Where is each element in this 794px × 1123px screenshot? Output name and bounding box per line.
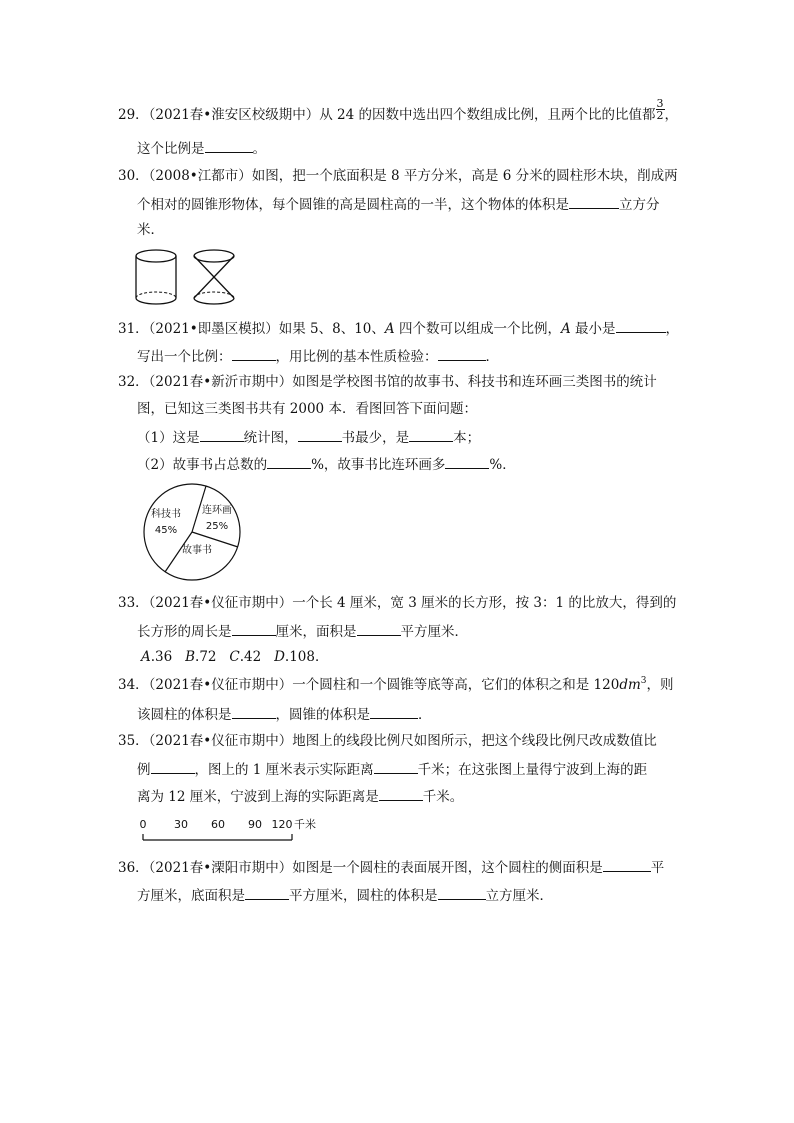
answer-blank[interactable]	[232, 346, 276, 361]
q30-line1: 30．（2008•江都市）如图，把一个底面积是 8 平方分米，高是 6 分米的圆柱形木块，削成两	[118, 168, 678, 184]
answer-blank[interactable]	[200, 427, 244, 442]
book-pie-chart	[140, 480, 244, 584]
pie-label-stories: 故事书	[182, 545, 212, 556]
q31-line1: 31．（2021•即墨区模拟）如果 5、8、10、A 四个数可以组成一个比例，A 最小是 ，	[118, 318, 679, 338]
q30-line3: 米．	[137, 222, 164, 238]
scale-tick-60: 60	[211, 818, 225, 831]
fraction-denominator: 2	[656, 109, 664, 122]
q32-line1: 32．（2021春•新沂市期中）如图是学校图书馆的故事书、科技书和连环画三类图书的统计	[118, 374, 657, 390]
answer-blank[interactable]	[245, 885, 289, 900]
q29-text: 29．（2021春•淮安区校级期中）从 24 的因数中选出四个数组成比例，且两个比的比值都	[118, 107, 656, 123]
pie-value-science: 45%	[154, 525, 178, 536]
answer-blank[interactable]	[409, 427, 453, 442]
option-d[interactable]: D.108．	[274, 649, 329, 665]
q29-line1: 29．（2021春•淮安区校级期中）从 24 的因数中选出四个数组成比例，且两个比的比值都 $\frac{3}{2}$ ，	[118, 97, 679, 123]
q33-options	[141, 648, 328, 666]
q29-line2: 这个比例是 。	[137, 138, 266, 158]
answer-blank[interactable]	[267, 454, 311, 469]
pie-value-comics: 25%	[205, 521, 229, 532]
pie-label-comics: 连环画	[202, 505, 232, 516]
q32-line2: 图，已知这三类图书共有 2000 本．看图回答下面问题：	[137, 401, 477, 417]
q32-line3: （1）这是 统计图， 书最少，是 本；	[137, 427, 480, 447]
answer-blank[interactable]	[151, 759, 195, 774]
answer-blank[interactable]	[374, 759, 418, 774]
pie-label-science: 科技书	[151, 509, 181, 520]
answer-blank[interactable]	[438, 885, 486, 900]
answer-blank[interactable]	[603, 857, 651, 872]
fraction-three-halves	[656, 98, 665, 121]
answer-blank[interactable]	[232, 621, 276, 636]
answer-blank[interactable]	[616, 318, 666, 333]
q34-line2: 该圆柱的体积是 ，圆锥的体积是 ．	[137, 704, 432, 724]
q36-line2: 方厘米，底面积是 平方厘米，圆柱的体积是 立方厘米．	[137, 885, 553, 905]
q36-line1: 36．（2021春•溧阳市期中）如图是一个圆柱的表面展开图，这个圆柱的侧面积是 平	[118, 857, 664, 877]
option-a[interactable]: A.36	[141, 649, 173, 665]
answer-blank[interactable]	[438, 346, 486, 361]
map-scale-bar	[132, 812, 332, 846]
scale-unit: 千米	[294, 818, 316, 831]
answer-blank[interactable]	[298, 427, 342, 442]
q34-line1: 34．（2021春•仪征市期中）一个圆柱和一个圆锥等底等高，它们的体积之和是 $120dm^3$，则	[118, 676, 674, 693]
scale-tick-30: 30	[174, 818, 188, 831]
double-cone-figure	[190, 246, 240, 308]
scale-tick-90: 90	[248, 818, 262, 831]
answer-blank[interactable]	[232, 704, 276, 719]
q33-line2: 长方形的周长是 厘米，面积是 平方厘米．	[137, 621, 468, 641]
answer-blank[interactable]	[569, 194, 619, 209]
answer-blank[interactable]	[205, 138, 253, 153]
q30-line2: 个相对的圆锥形物体，每个圆锥的高是圆柱高的一半，这个物体的体积是 立方分	[137, 194, 660, 214]
answer-blank[interactable]	[379, 786, 423, 801]
q32-line4: （2）故事书占总数的 %，故事书比连环画多 %．	[137, 454, 516, 474]
cylinder-figure	[132, 246, 184, 308]
q35-line1: 35．（2021春•仪征市期中）地图上的线段比例尺如图所示，把这个线段比例尺改成数值比	[118, 733, 657, 749]
q31-line2: 写出一个比例： ，用比例的基本性质检验： ．	[137, 346, 499, 366]
q35-line2: 例 ，图上的 1 厘米表示实际距离 千米；在这张图上量得宁波到上海的距	[137, 759, 647, 779]
option-c[interactable]: C.42	[229, 649, 262, 665]
answer-blank[interactable]	[357, 621, 401, 636]
answer-blank[interactable]	[370, 704, 418, 719]
option-b[interactable]: B.72	[185, 649, 217, 665]
q35-line3: 离为 12 厘米，宁波到上海的实际距离是 千米。	[137, 786, 463, 806]
scale-tick-120: 120	[271, 818, 293, 831]
answer-blank[interactable]	[445, 454, 489, 469]
scale-tick-0: 0	[139, 818, 147, 831]
q33-line1: 33．（2021春•仪征市期中）一个长 4 厘米，宽 3 厘米的长方形，按 3：1 的比放大，得到的	[118, 595, 677, 611]
fraction-numerator: 3	[656, 97, 664, 110]
